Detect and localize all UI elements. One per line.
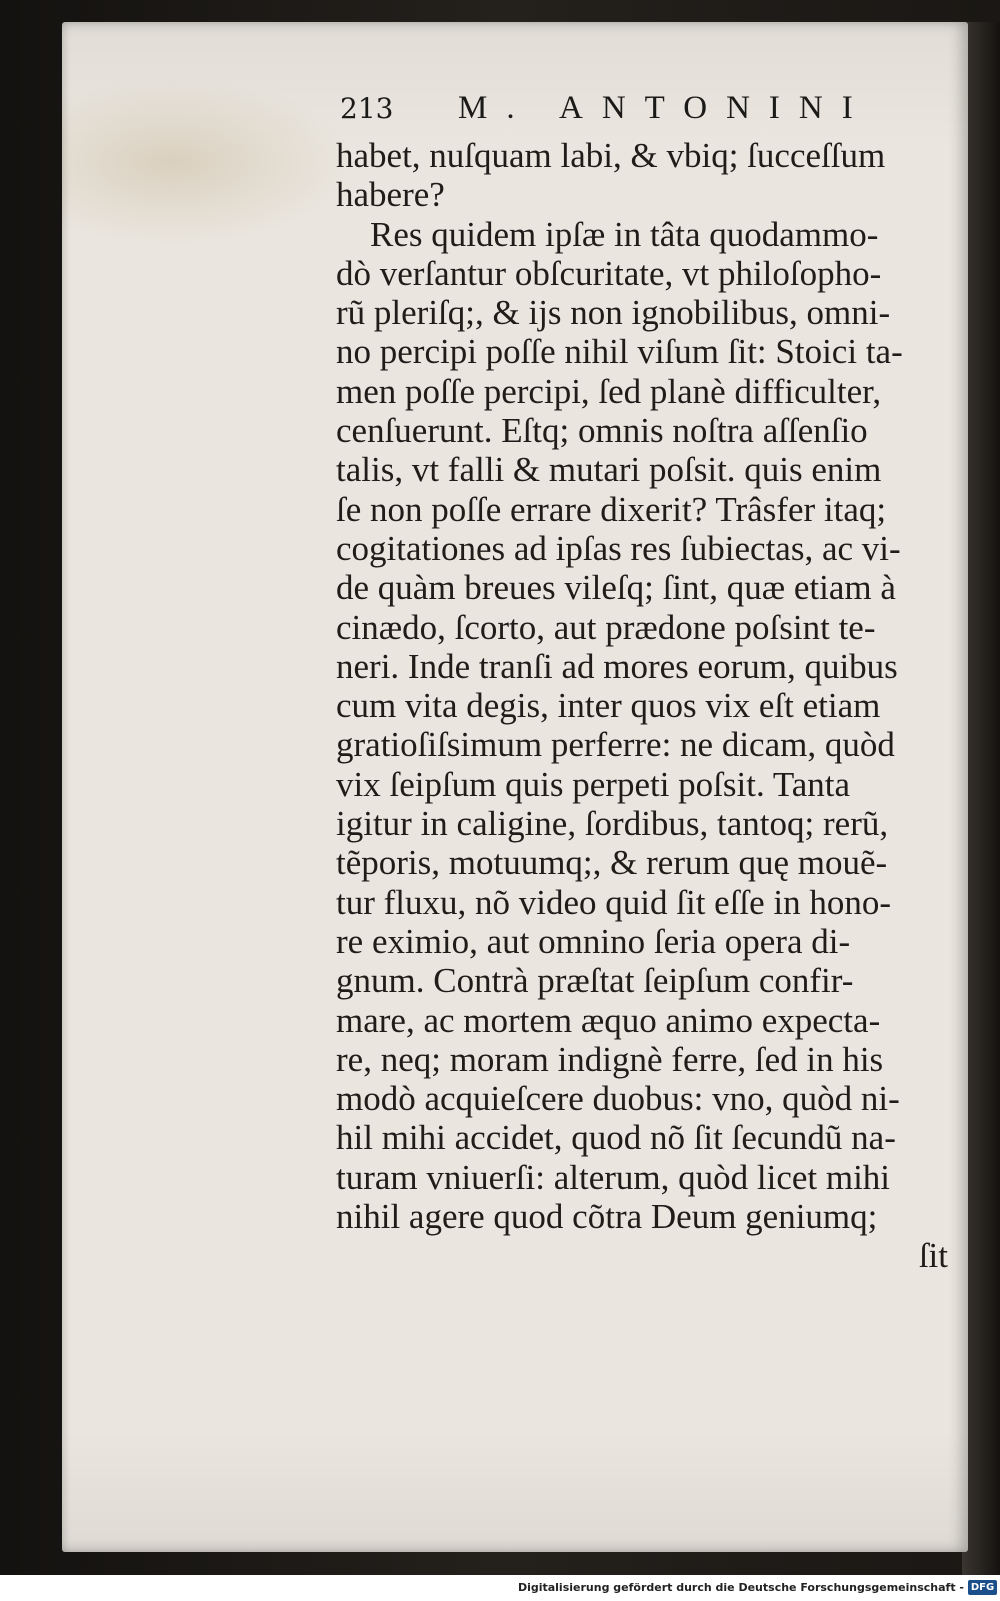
text-line: tẽporis, motuumq;, & rerum quę mouẽ- (336, 843, 888, 883)
text-line: turam vniuerſi: alterum, quòd licet mihi (336, 1157, 891, 1197)
text-line: de quàm breues vileſq; ſint, quæ etiam à (336, 568, 896, 608)
text-line: rũ pleriſq;, & ijs non ignobilibus, omni- (336, 293, 891, 333)
text-line: vix ſeipſum quis perpeti poſsit. Tanta (336, 764, 851, 804)
text-line: gratioſiſsimum perferre: ne dicam, quòd (336, 725, 895, 765)
page-number: 213 (340, 92, 394, 125)
text-line: re, neq; moram indignè ferre, ſed in his (336, 1039, 884, 1079)
footer-bar (0, 1575, 1000, 1601)
running-head (340, 88, 900, 134)
dfg-logo-icon: DFG (968, 1580, 997, 1595)
text-line: ſe non poſſe errare dixerit? Trâsfer itaq; (336, 489, 887, 529)
text-line: no percipi poſſe nihil viſum ſit: Stoici ta- (336, 332, 903, 372)
text-line: neri. Inde tranſi ad mores eorum, quibus (336, 646, 898, 686)
text-line: dò verſantur obſcuritate, vt philoſopho- (336, 253, 882, 293)
text-line: cinædo, ſcorto, aut prædone poſsint te- (336, 607, 876, 647)
text-line: nihil agere quod cõtra Deum geniumq; (336, 1197, 878, 1237)
text-line: ſit (918, 1236, 948, 1276)
text-line: cogitationes ad ipſas res ſubiectas, ac vi- (336, 528, 901, 568)
text-line: hil mihi accidet, quod nõ ſit ſecundũ na- (336, 1118, 896, 1158)
text-line: men poſſe percipi, ſed planè difficulter, (336, 371, 882, 411)
text-line: gnum. Contrà præſtat ſeipſum confir- (336, 961, 854, 1001)
funding-credit: Digitalisierung gefördert durch die Deutsche Forschungsgemeinschaft - (517, 1581, 964, 1594)
text-line: habere? (336, 175, 445, 215)
text-line: igitur in caligine, ſordibus, tantoq; rerũ, (336, 804, 889, 844)
text-line: habet, nuſquam labi, & vbiq; ſucceſſum (336, 136, 886, 175)
text-line: Res quidem ipſæ in tâta quodammo- (370, 214, 879, 254)
running-title: M. ANTONINI (458, 90, 872, 126)
text-line: cenſuerunt. Eſtq; omnis noſtra aſſenſio (336, 411, 868, 451)
text-line: tur fluxu, nõ video quid ſit eſſe in hono- (336, 882, 892, 922)
text-line: cum vita degis, inter quos vix eſt etiam (336, 686, 881, 726)
text-line: modò acquieſcere duobus: vno, quòd ni- (336, 1079, 900, 1119)
text-line: re eximio, aut omnino ſeria opera di- (336, 921, 851, 961)
text-line: mare, ac mortem æquo animo expecta- (336, 1000, 881, 1040)
text-line: talis, vt falli & mutari poſsit. quis enim (336, 450, 882, 490)
body-text (336, 136, 948, 1276)
